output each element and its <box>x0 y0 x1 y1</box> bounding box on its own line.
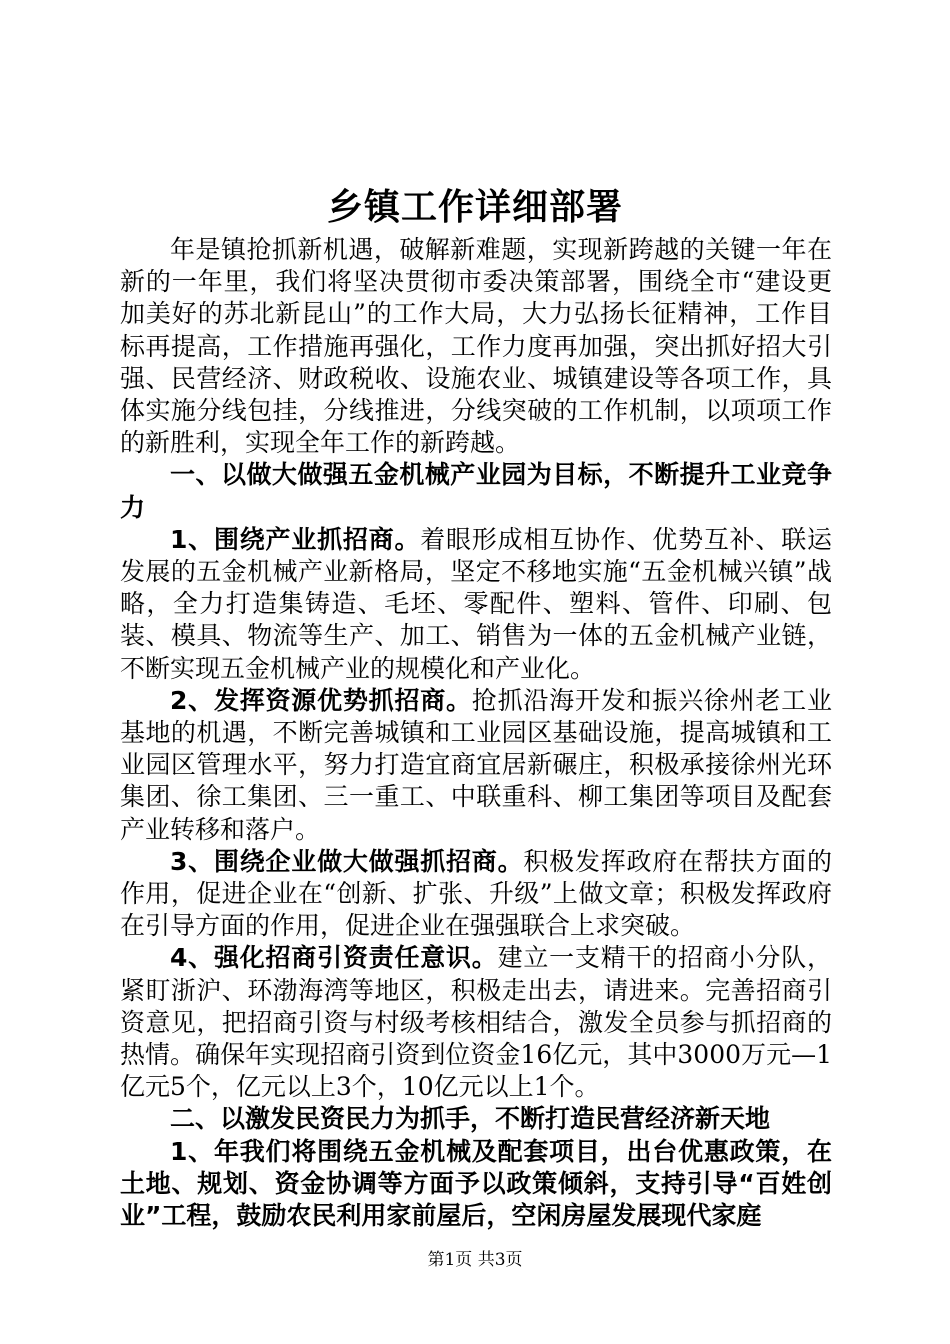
item-text-1: 着眼形成相互协作、优势互补、联运发展的五金机械产业新格局，坚定不移地实施“五金机械兴镇”战略，全力打造集铸造、毛坯、零配件、塑料、管件、印刷、包装、模具、物流等生产、加工、销售为一体的五金机械产业链，不断实现五金机械产业的规模化和产业化。 <box>120 524 832 683</box>
item-paragraph-3 <box>120 846 832 943</box>
item-lead-2: 2、发挥资源优势抓招商。 <box>170 685 472 715</box>
document-title: 乡镇工作详细部署 <box>326 187 623 228</box>
page-footer: 第1页 共3页 <box>427 1250 523 1270</box>
item-paragraph-4 <box>120 942 832 1103</box>
item-lead-1: 1、围绕产业抓招商。 <box>170 524 421 554</box>
item-lead-4: 4、强化招商引资责任意识。 <box>170 943 498 973</box>
item-paragraph-2 <box>120 685 832 846</box>
section2-item-paragraph-1: 1、年我们将围绕五金机械及配套项目，出台优惠政策，在土地、规划、资金协调等方面予以政策倾斜，支持引导“百姓创业”工程，鼓励农民利用家前屋后，空闲房屋发展现代家庭 <box>120 1136 832 1231</box>
item-text-4: 建立一支精干的招商小分队，紧盯浙沪、环渤海湾等地区，积极走出去，请进来。完善招商引资意见，把招商引资与村级考核相结合，激发全员参与抓招商的热情。确保年实现招商引资到位资金16亿元，其中3000万元—1亿元5个，亿元以上3个，10亿元以上1个。 <box>120 943 832 1102</box>
item-lead-3: 3、围绕企业做大做强抓招商。 <box>170 846 524 876</box>
item-paragraph-1 <box>120 524 832 685</box>
intro-paragraph: 年是镇抢抓新机遇，破解新难题，实现新跨越的关键一年在新的一年里，我们将坚决贯彻市委决策部署，围绕全市“建设更加美好的苏北新昆山”的工作大局，大力弘扬长征精神，工作目标再提高，工作措施再强化，工作力度再加强，突出抓好招大引强、民营经济、财政税收、设施农业、城镇建设等各项工作，具体实施分线包挂，分线推进，分线突破的工作机制，以项项工作的新胜利，实现全年工作的新跨越。 <box>120 235 832 458</box>
document-body <box>120 234 832 1232</box>
section-heading-2: 二、以激发民资民力为抓手，不断打造民营经济新天地 <box>170 1104 771 1134</box>
item-text-3: 积极发挥政府在帮扶方面的作用，促进企业在“创新、扩张、升级”上做文章；积极发挥政府在引导方面的作用，促进企业在强强联合上求突破。 <box>120 846 832 941</box>
item-text-2: 抢抓沿海开发和振兴徐州老工业基地的机遇，不断完善城镇和工业园区基础设施，提高城镇和工业园区管理水平，努力打造宜商宜居新碾庄，积极承接徐州光环集团、徐工集团、三一重工、中联重科、柳工集团等项目及配套产业转移和落户。 <box>120 685 832 844</box>
section-heading-1: 一、以做大做强五金机械产业园为目标，不断提升工业竞争力 <box>120 460 832 522</box>
